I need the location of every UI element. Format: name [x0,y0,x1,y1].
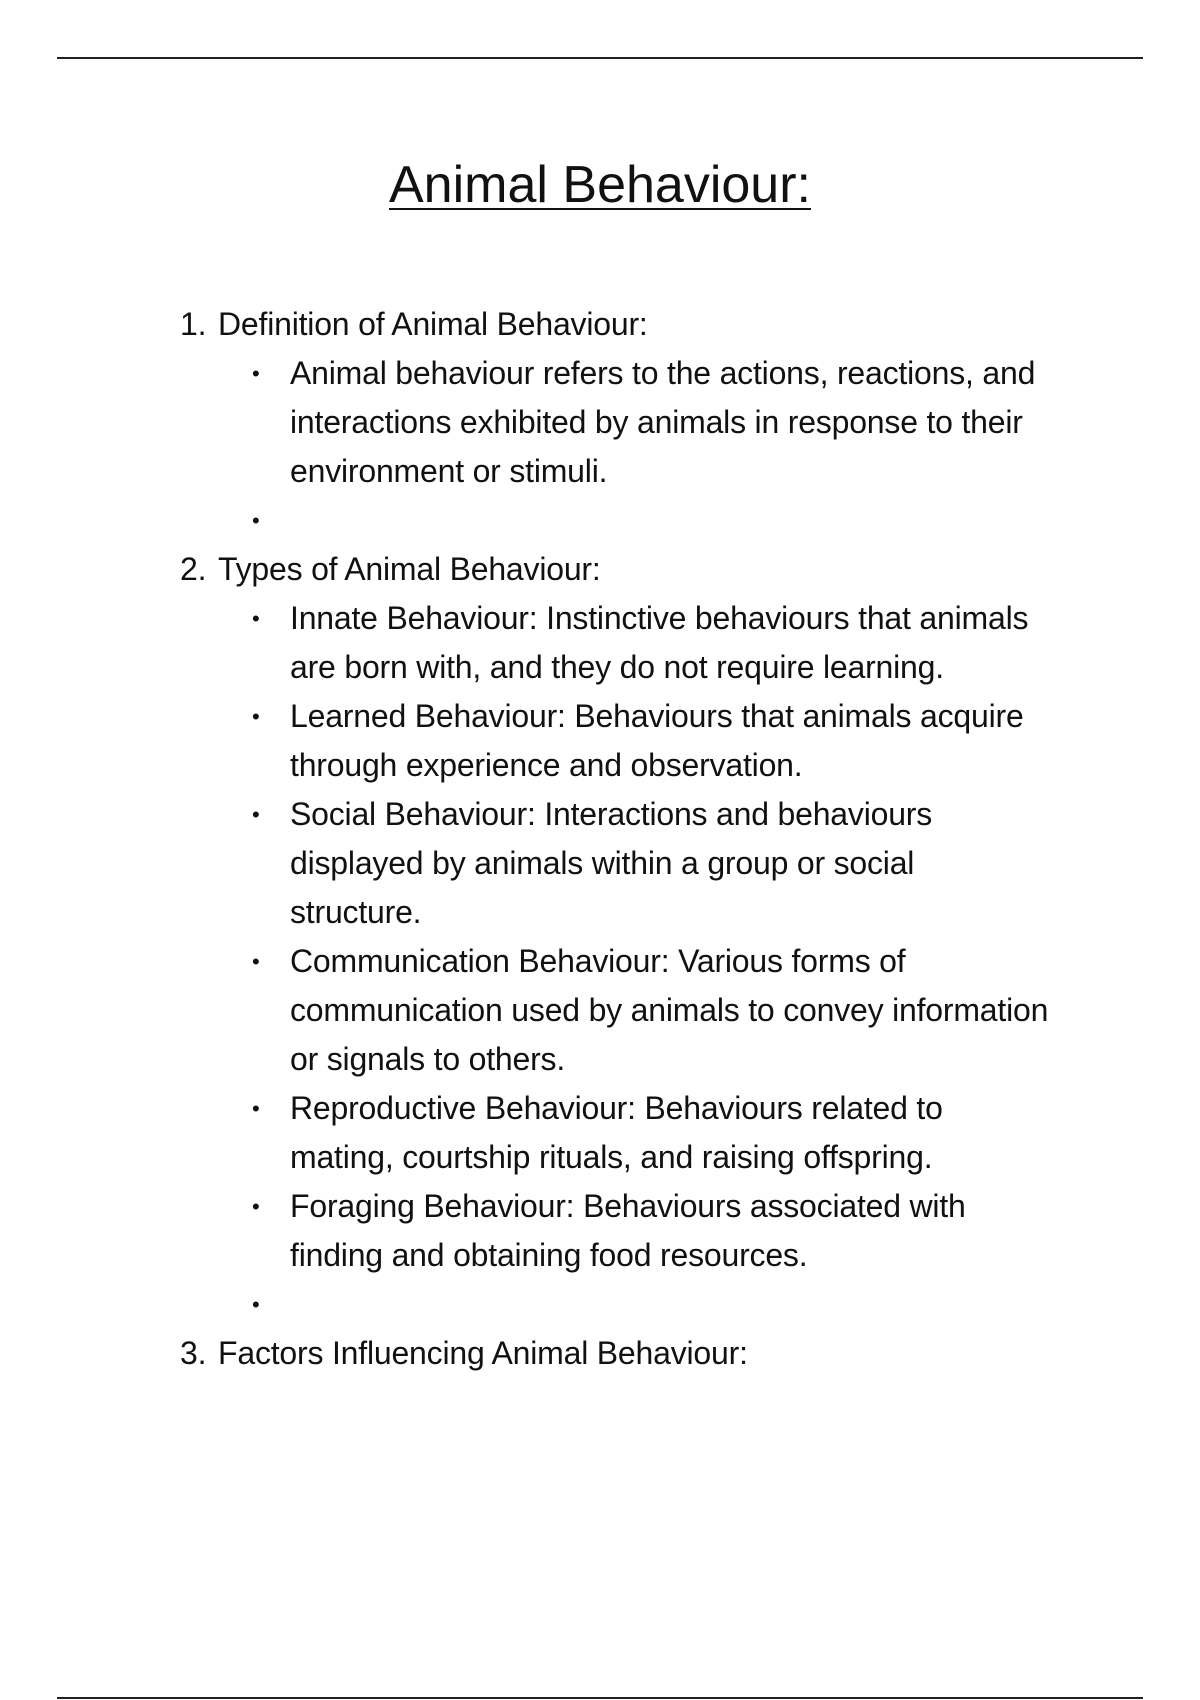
bullet-icon: • [252,508,260,533]
section-heading-text: Types of Animal Behaviour: [218,551,601,587]
bullet-text: Communication Behaviour: Various forms of communication used by animals to convey information or signals to others. [290,943,1049,1077]
bullet-text: Foraging Behaviour: Behaviours associated with finding and obtaining food resources. [290,1188,966,1273]
bullet-text: Social Behaviour: Interactions and behaviours displayed by animals within a group or social structure. [290,796,933,930]
bullet-icon: • [252,802,260,827]
bullet-icon: • [252,606,260,631]
bullet-icon: • [252,949,260,974]
bullet-item [252,349,1052,496]
bullet-list [180,349,1060,545]
bullet-text: Learned Behaviour: Behaviours that animals acquire through experience and observation. [290,698,1024,783]
bullet-icon: • [252,361,260,386]
section-heading-text: Definition of Animal Behaviour: [218,306,648,342]
bullet-text: Innate Behaviour: Instinctive behaviours that animals are born with, and they do not require learning. [290,600,1029,685]
bullet-list [180,594,1060,1329]
bullet-item [252,692,1052,790]
bullet-item [252,1182,1052,1280]
section-types [180,545,1060,1329]
bullet-item [252,1084,1052,1182]
bottom-rule [57,1697,1143,1699]
document-title [0,152,1200,218]
top-rule [57,57,1143,59]
section-number: 2. [180,551,207,587]
section-heading [180,300,1060,349]
section-heading [180,545,1060,594]
bullet-item [252,594,1052,692]
bullet-item-empty [252,1280,1052,1329]
section-factors [180,1329,1060,1378]
bullet-text: Animal behaviour refers to the actions, reactions, and interactions exhibited by animals in response to their environment or stimuli. [290,355,1036,489]
section-heading-text: Factors Influencing Animal Behaviour: [218,1335,748,1371]
document-body [180,300,1060,1378]
section-number: 3. [180,1335,207,1371]
document-title-text: Animal Behaviour: [389,156,811,214]
section-number: 1. [180,306,207,342]
section-heading [180,1329,1060,1378]
bullet-icon: • [252,1292,260,1317]
bullet-item-empty [252,496,1052,545]
bullet-item [252,937,1052,1084]
section-definition [180,300,1060,545]
bullet-text [290,1280,1052,1329]
bullet-item [252,790,1052,937]
bullet-text: Reproductive Behaviour: Behaviours related to mating, courtship rituals, and raising offspring. [290,1090,943,1175]
bullet-icon: • [252,704,260,729]
bullet-icon: • [252,1096,260,1121]
bullet-icon: • [252,1194,260,1219]
bullet-text [290,496,1052,545]
